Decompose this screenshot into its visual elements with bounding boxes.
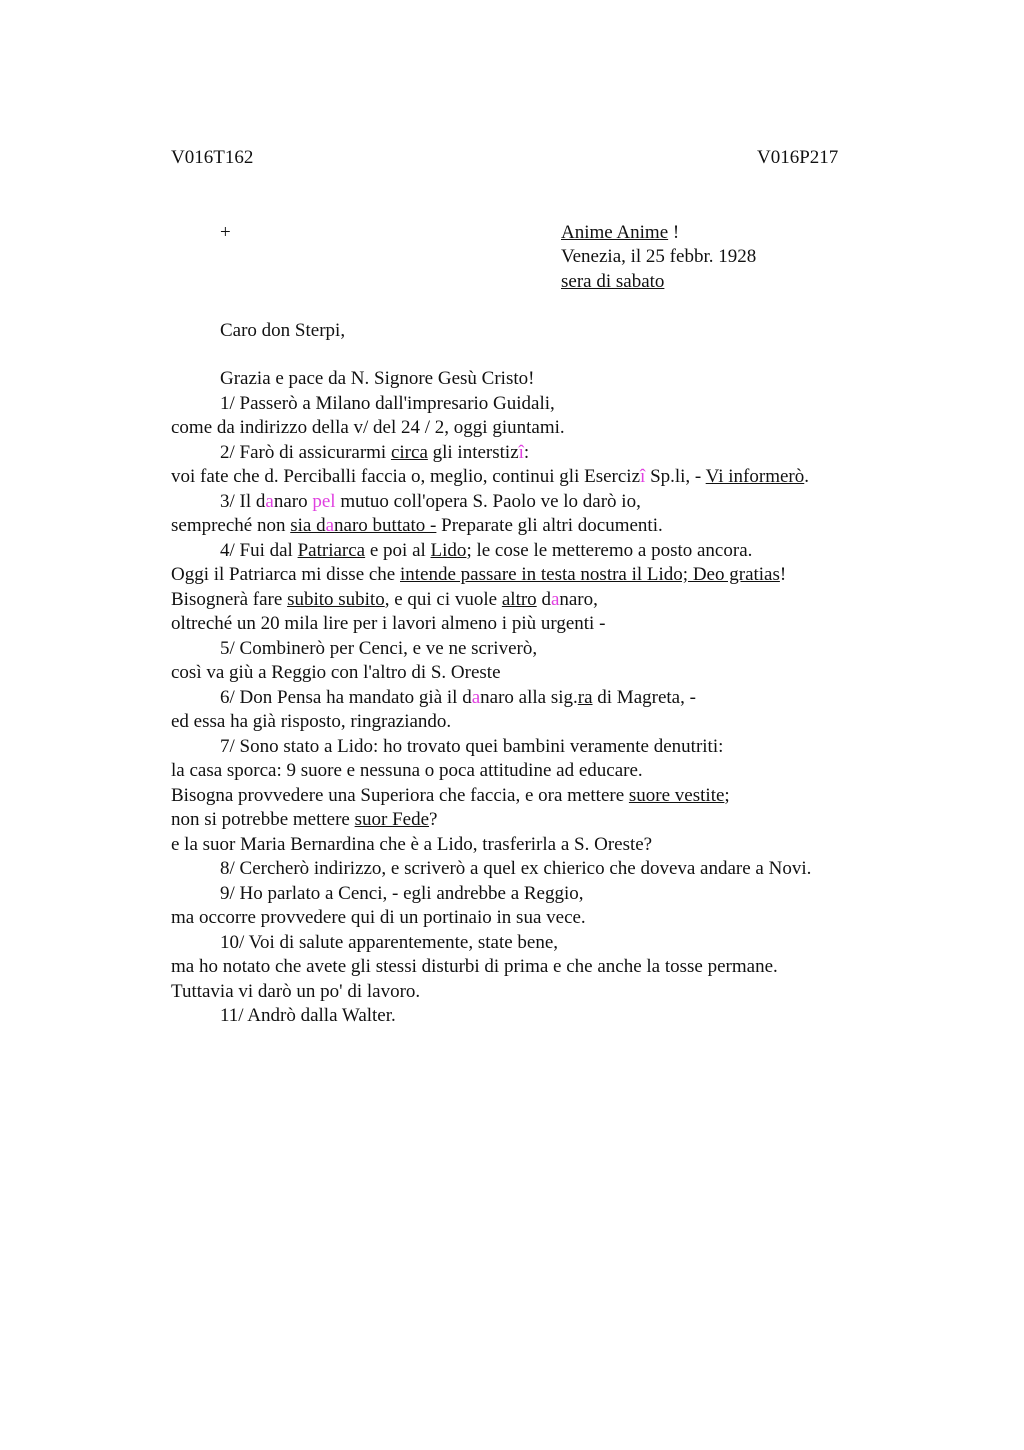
point-4-line-d: oltreché un 20 mila lire per i lavori almeno i più urgenti - <box>171 613 606 634</box>
text-run: ; <box>724 785 730 806</box>
text-run: naro alla sig. <box>480 687 578 708</box>
underlined-run: circa <box>390 442 428 463</box>
point-9-line-a: 9/ Ho parlato a Cenci, - egli andrebbe a Reggio, <box>220 883 584 904</box>
point-7-line-a: 7/ Sono stato a Lido: ho trovato quei bambini veramente denutriti: <box>220 736 724 757</box>
text-run: Sp.li, - <box>645 466 706 487</box>
point-10-line-c: Tuttavia vi darò un po' di lavoro. <box>171 981 421 1002</box>
point-5-line-b: così va giù a Reggio con l'altro di S. Oreste <box>171 662 501 683</box>
point-4-line-c <box>171 588 598 612</box>
motto <box>561 222 679 244</box>
motto-underlined: Anime Anime <box>561 222 669 243</box>
text-run: di Magreta, - <box>592 687 696 708</box>
point-7-line-d <box>171 808 437 832</box>
highlighted-run: a <box>471 687 481 708</box>
highlighted-run: a <box>325 515 335 536</box>
text-run: non si potrebbe mettere <box>171 809 355 830</box>
point-5-line-a: 5/ Combinerò per Cenci, e ve ne scriverò, <box>220 638 538 659</box>
underlined-run: Vi informerò <box>705 466 805 487</box>
text-run: : <box>523 442 530 463</box>
text-run: 4/ Fui dal <box>220 540 298 561</box>
highlighted-run: a <box>265 491 274 512</box>
underlined-run <box>290 515 436 536</box>
point-7-line-c <box>171 784 730 808</box>
point-3-line-a <box>220 490 641 514</box>
point-7-line-b: la casa sporca: 9 suore e nessuna o poca attitudine ad educare. <box>171 760 643 781</box>
point-3-line-b <box>171 514 663 538</box>
text-run: naro <box>273 491 313 512</box>
point-11-line: 11/ Andrò dalla Walter. <box>220 1005 396 1026</box>
highlighted-run: î <box>518 442 524 463</box>
point-2-line-a <box>220 441 529 465</box>
underlined-run: intende passare in testa nostra il Lido; Deo gratias <box>400 564 780 585</box>
text-run: gli interstiz <box>427 442 519 463</box>
point-6-line-a <box>220 686 696 710</box>
text-run: Bisognerà fare <box>171 589 288 610</box>
place-date: Venezia, il 25 febbr. 1928 <box>561 246 757 267</box>
point-10-line-b: ma ho notato che avete gli stessi disturbi di prima e che anche la tosse permane. <box>171 956 778 977</box>
blessing-line: Grazia e pace da N. Signore Gesù Cristo! <box>220 368 535 389</box>
header-left-code: V016T162 <box>171 147 254 168</box>
point-6-line-b: ed essa ha già risposto, ringraziando. <box>171 711 452 732</box>
text-run: 2/ Farò di assicurarmi <box>220 442 391 463</box>
point-10-line-a: 10/ Voi di salute apparentemente, state bene, <box>220 932 559 953</box>
text-run: Oggi il Patriarca mi disse che <box>171 564 400 585</box>
cross-mark: + <box>220 222 231 243</box>
highlighted-run: î <box>640 466 646 487</box>
header-right-code: V016P217 <box>757 147 839 168</box>
salutation: Caro don Sterpi, <box>220 320 346 341</box>
motto-exclamation: ! <box>668 222 680 243</box>
text-run: . <box>804 466 810 487</box>
text-run: Bisogna provvedere una Superiora che faccia, e ora mettere <box>171 785 629 806</box>
text-run: 3/ Il d <box>220 491 266 512</box>
text-run: 6/ Don Pensa ha mandato già il d <box>220 687 472 708</box>
text-run: d <box>536 589 551 610</box>
underlined-run: ra <box>577 687 593 708</box>
point-4-line-a <box>220 539 752 563</box>
point-1-line-a: 1/ Passerò a Milano dall'impresario Guidali, <box>220 393 555 414</box>
underlined-run: Lido <box>430 540 467 561</box>
underlined-run: subito subito <box>287 589 385 610</box>
text-run: voi fate che d. Perciballi faccia o, meglio, continui gli Eserciz <box>171 466 641 487</box>
underlined-run: suore vestite <box>628 785 725 806</box>
text-run: e poi al <box>365 540 431 561</box>
point-4-line-b <box>171 563 786 587</box>
highlighted-run: pel <box>312 491 336 512</box>
text-run: , e qui ci vuole <box>384 589 502 610</box>
text-run: Preparate gli altri documenti. <box>436 515 663 536</box>
text-run: naro buttato - <box>334 515 437 536</box>
underlined-run: Patriarca <box>297 540 366 561</box>
text-run: mutuo coll'opera S. Paolo ve lo darò io, <box>335 491 641 512</box>
text-run: naro, <box>559 589 598 610</box>
underlined-run: altro <box>501 589 537 610</box>
point-9-line-b: ma occorre provvedere qui di un portinaio in sua vece. <box>171 907 586 928</box>
underlined-run: suor Fede <box>354 809 430 830</box>
point-2-line-b <box>171 465 809 489</box>
point-8-line: 8/ Cercherò indirizzo, e scriverò a quel ex chierico che doveva andare a Novi. <box>220 858 812 879</box>
text-run: ? <box>429 809 438 830</box>
point-7-line-e: e la suor Maria Bernardina che è a Lido, trasferirla a S. Oreste? <box>171 834 653 855</box>
text-run: sia d <box>290 515 326 536</box>
point-1-line-b: come da indirizzo della v/ del 24 / 2, oggi giuntami. <box>171 417 565 438</box>
text-run: ! <box>779 564 787 585</box>
text-run: ; le cose le metteremo a posto ancora. <box>466 540 753 561</box>
highlighted-run: a <box>550 589 560 610</box>
text-run: sempreché non <box>171 515 291 536</box>
evening-note: sera di sabato <box>561 271 665 292</box>
